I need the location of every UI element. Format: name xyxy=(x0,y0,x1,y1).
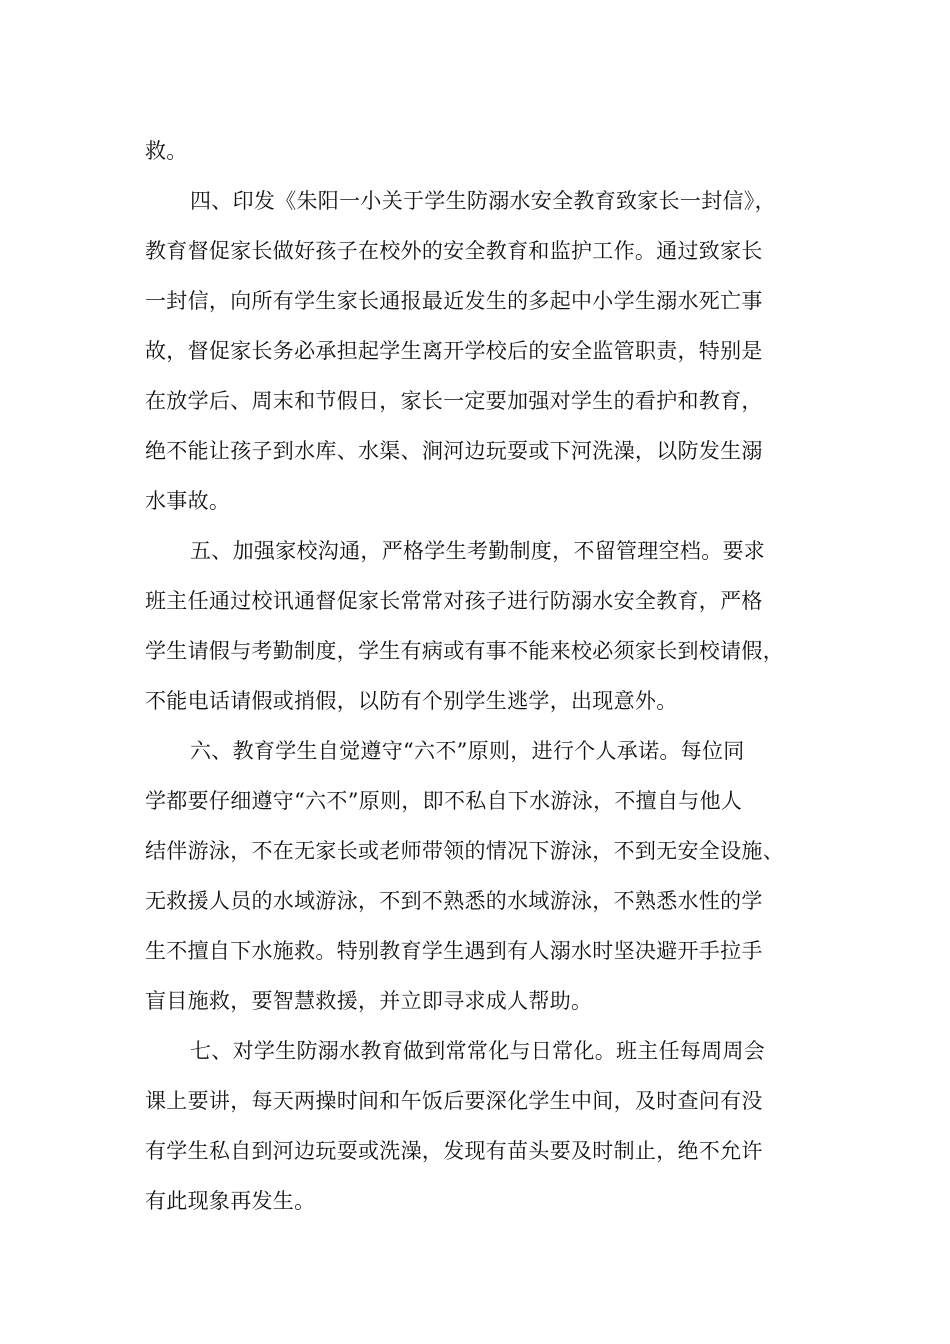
text-line: 学生请假与考勤制度，学生有病或有事不能来校必须家长到校请假， xyxy=(145,639,784,663)
text-line: 有学生私自到河边玩耍或洗澡，发现有苗头要及时制止，绝不允许 xyxy=(145,1139,763,1163)
text-line: 救。 xyxy=(145,139,188,163)
text-line: 一封信，向所有学生家长通报最近发生的多起中小学生溺水死亡事 xyxy=(145,289,763,313)
text-line: 绝不能让孩子到水库、水渠、涧河边玩耍或下河洗澡，以防发生溺 xyxy=(145,439,763,463)
text-line: 课上要讲，每天两操时间和午饭后要深化学生中间，及时查问有没 xyxy=(145,1089,763,1113)
text-line: 教育督促家长做好孩子在校外的安全教育和监护工作。通过致家长 xyxy=(145,239,763,263)
text-line: 生不擅自下水施救。特别教育学生遇到有人溺水时坚决避开手拉手 xyxy=(145,939,763,963)
text-line: 盲目施救，要智慧救援，并立即寻求成人帮助。 xyxy=(145,989,593,1013)
text-line: 在放学后、周末和节假日，家长一定要加强对学生的看护和教育， xyxy=(145,389,763,413)
text-line: 有此现象再发生。 xyxy=(145,1189,316,1213)
text-line: 不能电话请假或捎假，以防有个别学生逃学，出现意外。 xyxy=(145,689,678,713)
text-line: 结伴游泳，不在无家长或老师带领的情况下游泳，不到无安全设施、 xyxy=(145,839,784,863)
text-line: 无救援人员的水域游泳，不到不熟悉的水域游泳，不熟悉水性的学 xyxy=(145,889,763,913)
text-line: 班主任通过校讯通督促家长常常对孩子进行防溺水安全教育，严格 xyxy=(145,589,763,613)
text-line: 水事故。 xyxy=(145,489,231,513)
text-line: 六、教育学生自觉遵守“六不”原则，进行个人承诺。每位同 xyxy=(190,739,745,763)
text-line: 学都要仔细遵守“六不”原则，即不私自下水游泳，不擅自与他人 xyxy=(145,789,743,813)
text-line: 四、印发《朱阳一小关于学生防溺水安全教育致家长一封信》， xyxy=(190,189,776,213)
text-line: 故，督促家长务必承担起学生离开学校后的安全监管职责，特别是 xyxy=(145,339,763,363)
text-line: 七、对学生防溺水教育做到常常化与日常化。班主任每周周会 xyxy=(190,1039,766,1063)
text-line: 五、加强家校沟通，严格学生考勤制度，不留管理空档。要求 xyxy=(190,539,766,563)
